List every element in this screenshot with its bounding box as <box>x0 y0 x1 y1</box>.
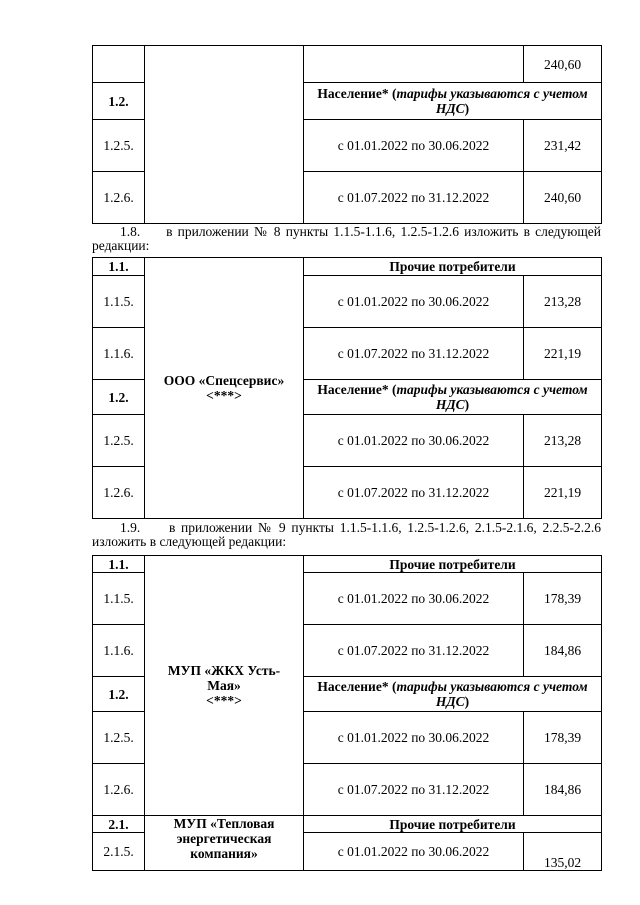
row-code: 1.1.6. <box>93 328 145 380</box>
paragraph-number: 1.9. <box>120 520 141 535</box>
row-code: 1.2.5. <box>93 120 145 172</box>
row-code: 2.1.5. <box>93 833 145 871</box>
section-code: 1.2. <box>93 677 145 712</box>
row-code: 1.2.5. <box>93 415 145 467</box>
tariff-value: 178,39 <box>524 573 602 625</box>
paragraph-1-9 <box>92 521 601 549</box>
section-code: 1.1. <box>93 258 145 276</box>
table-cell-empty <box>93 46 145 83</box>
tariff-value: 221,19 <box>524 467 602 519</box>
section-header-other: Прочие потребители <box>304 816 602 833</box>
row-period: с 01.07.2022 по 31.12.2022 <box>304 328 524 380</box>
row-period: с 01.01.2022 по 30.06.2022 <box>304 573 524 625</box>
row-period: с 01.01.2022 по 30.06.2022 <box>304 120 524 172</box>
row-period: с 01.07.2022 по 31.12.2022 <box>304 172 524 224</box>
tariff-value: 184,86 <box>524 764 602 816</box>
section-header-population: Население* (тарифы указываются с учетом НДС) <box>304 677 602 712</box>
tariff-value: 240,60 <box>524 172 602 224</box>
row-code: 1.2.6. <box>93 172 145 224</box>
row-code: 1.2.5. <box>93 712 145 764</box>
row-period: с 01.07.2022 по 31.12.2022 <box>304 764 524 816</box>
row-period: с 01.07.2022 по 31.12.2022 <box>304 467 524 519</box>
org-name-cell: МУП «Тепловая энергетическая компания» <box>145 816 304 871</box>
paragraph-text: в приложении № 9 пункты 1.1.5-1.1.6, 1.2.5-1.2.6, 2.1.5-2.1.6, 2.2.5-2.2.6 изложить в следующей редакции: <box>92 520 602 549</box>
paragraph-number: 1.8. <box>120 224 141 239</box>
section-code: 1.2. <box>93 380 145 415</box>
tariff-value: 213,28 <box>524 276 602 328</box>
org-name-cell: МУП «ЖКХ Усть- Мая» <***> <box>145 556 304 816</box>
row-period: с 01.01.2022 по 30.06.2022 <box>304 415 524 467</box>
tariff-value: 213,28 <box>524 415 602 467</box>
row-code: 1.1.6. <box>93 625 145 677</box>
row-code: 1.2.6. <box>93 764 145 816</box>
tariff-table-zhkkh <box>92 555 602 871</box>
row-period: с 01.07.2022 по 31.12.2022 <box>304 625 524 677</box>
row-period: с 01.01.2022 по 30.06.2022 <box>304 712 524 764</box>
paragraph-1-8 <box>92 225 601 253</box>
section-header-other: Прочие потребители <box>304 258 602 276</box>
row-code: 1.1.5. <box>93 276 145 328</box>
tariff-value: 135,02 <box>524 833 602 871</box>
tariff-value: 178,39 <box>524 712 602 764</box>
section-header-other: Прочие потребители <box>304 556 602 573</box>
section-header-population: Население* (тарифы указываются с учетом НДС) <box>304 380 602 415</box>
row-period: с 01.01.2022 по 30.06.2022 <box>304 833 524 871</box>
tariff-value: 231,42 <box>524 120 602 172</box>
tariff-table-spetsservis <box>92 257 602 519</box>
section-code: 2.1. <box>93 816 145 833</box>
tariff-table-continuation <box>92 45 602 224</box>
org-cell-empty <box>145 46 304 224</box>
tariff-value: 240,60 <box>524 46 602 83</box>
tariff-value: 184,86 <box>524 625 602 677</box>
tariff-value: 221,19 <box>524 328 602 380</box>
row-code: 1.1.5. <box>93 573 145 625</box>
table-cell-empty <box>304 46 524 83</box>
section-code: 1.1. <box>93 556 145 573</box>
section-header-population: Население* (тарифы указываются с учетом НДС) <box>304 83 602 120</box>
paragraph-text: в приложении № 8 пункты 1.1.5-1.1.6, 1.2.5-1.2.6 изложить в следующей редакции: <box>92 224 601 253</box>
org-name-cell: ООО «Спецсервис» <***> <box>145 258 304 519</box>
row-period: с 01.01.2022 по 30.06.2022 <box>304 276 524 328</box>
row-code: 1.2.6. <box>93 467 145 519</box>
section-code: 1.2. <box>93 83 145 120</box>
